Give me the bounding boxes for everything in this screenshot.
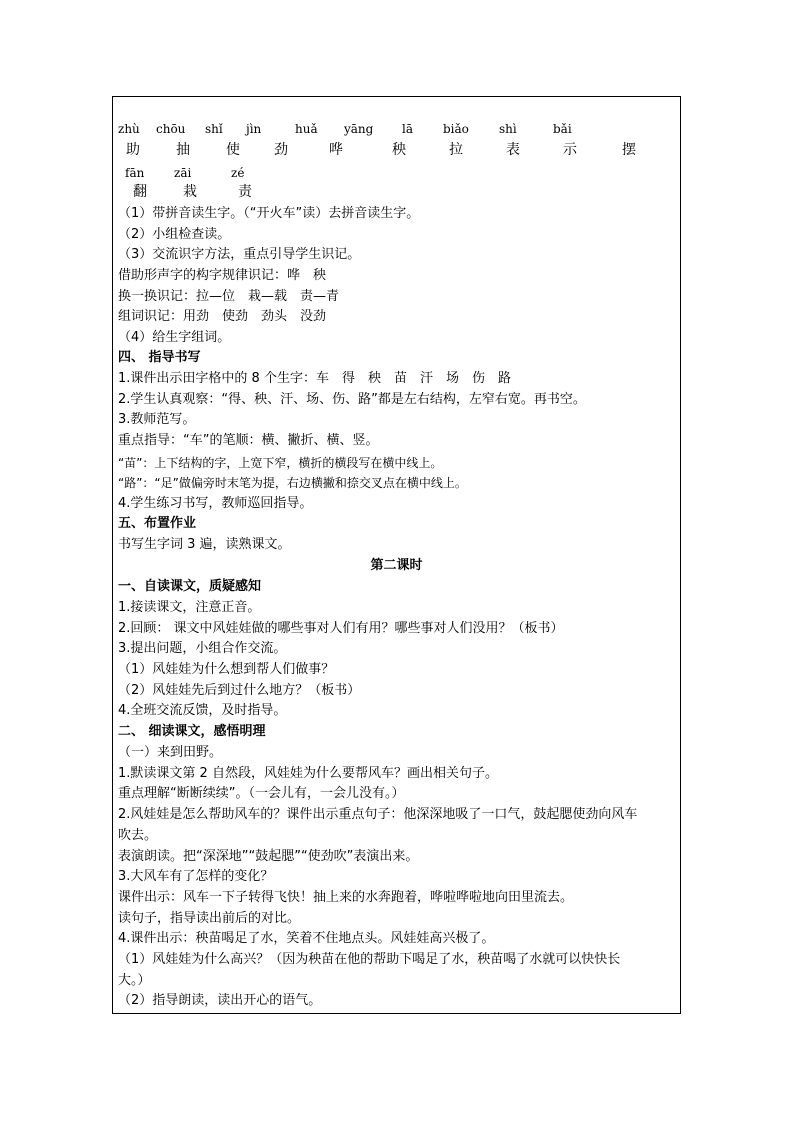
section-heading: 二、 细读课文，感悟明理 xyxy=(118,724,266,739)
pinyin: fān xyxy=(125,166,145,180)
text-line: （4）给生字组词。 xyxy=(118,330,231,345)
hanzi: 表 xyxy=(506,142,520,158)
hanzi: 翻 xyxy=(133,184,147,200)
pinyin: jìn xyxy=(246,122,262,136)
text-line: 组词识记：用劲 使劲 劲头 没劲 xyxy=(118,309,327,324)
text-line: 1.课件出示田字格中的 8 个生字：车 得 秧 苗 汗 场 伤 路 xyxy=(118,371,511,386)
text-line: （2）指导朗读，读出开心的语气。 xyxy=(118,993,322,1008)
hanzi: 秧 xyxy=(392,142,406,158)
pinyin: chōu xyxy=(156,122,186,136)
hanzi: 助 xyxy=(126,142,140,158)
hanzi: 拉 xyxy=(449,142,463,158)
text-line: 课件出示：风车一下子转得飞快！抽上来的水奔跑着，哗啦哗啦地向田里流去。 xyxy=(118,890,574,905)
text-line: 4.学生练习书写，教师巡回指导。 xyxy=(118,496,313,511)
hanzi: 栽 xyxy=(183,184,197,200)
text-line: 4.课件出示：秧苗喝足了水，笑着不住地点头。风娃娃高兴极了。 xyxy=(118,931,495,946)
text-line: 重点理解“断断续续”。（一会儿有，一会儿没有。） xyxy=(118,786,405,801)
text-line: 2.学生认真观察：“得、秧、汗、场、伤、路”都是左右结构，左窄右宽。再书空。 xyxy=(118,392,586,407)
text-line: 借助形声字的构字规律识记：哗 秧 xyxy=(118,268,327,283)
text-line: 吹去。 xyxy=(118,828,158,843)
section-heading: 一、自读课文，质疑感知 xyxy=(118,579,262,594)
section-heading: 四、 指导书写 xyxy=(118,350,201,365)
pinyin: bǎi xyxy=(553,122,572,136)
pinyin: zāi xyxy=(174,166,192,180)
text-line: 1.接读课文，注意正音。 xyxy=(118,600,261,615)
hanzi: 摆 xyxy=(622,142,636,158)
text-line: 重点指导：“车”的笔顺：横、撇折、横、竖。 xyxy=(118,433,379,448)
text-line: （2）风娃娃先后到过什么地方？（板书） xyxy=(118,683,361,698)
pinyin: huǎ xyxy=(295,122,318,136)
pinyin: zhù xyxy=(118,122,140,136)
hanzi: 劲 xyxy=(274,142,288,158)
pinyin: yāng xyxy=(344,122,374,136)
pinyin: zé xyxy=(231,166,245,180)
text-line: 2.风娃娃是怎么帮助风车的？课件出示重点句子：他深深地吸了一口气，鼓起腮使劲向风车 xyxy=(118,807,638,822)
text-line: （2）小组检查读。 xyxy=(118,227,231,242)
text-line: 大。） xyxy=(118,973,151,988)
text-line: 换一换识记：拉—位 栽—载 责—青 xyxy=(118,289,340,304)
hanzi: 责 xyxy=(238,184,252,200)
text-line: 3.提出问题，小组合作交流。 xyxy=(118,641,287,656)
text-line: （1）风娃娃为什么想到帮人们做事？ xyxy=(118,662,335,677)
lesson-title: 第二课时 xyxy=(370,558,423,573)
text-line: “路”：“足”做偏旁时末笔为提，右边横撇和捺交叉点在横中线上。 xyxy=(118,476,467,490)
text-line: 表演朗读。把“深深地”“鼓起腮”“使劲吹”表演出来。 xyxy=(118,849,419,864)
hanzi: 抽 xyxy=(176,142,190,158)
text-line: 读句子，指导读出前后的对比。 xyxy=(118,911,301,926)
text-line: 3.大风车有了怎样的变化？ xyxy=(118,869,274,884)
pinyin: shǐ xyxy=(205,122,223,136)
hanzi: 哗 xyxy=(329,142,343,158)
pinyin: lā xyxy=(402,122,413,136)
text-line: 书写生字词 3 遍，读熟课文。 xyxy=(118,537,291,552)
text-line: “苗”：上下结构的字，上宽下窄，横折的横段写在横中线上。 xyxy=(118,456,443,470)
text-line: （一）来到田野。 xyxy=(118,745,223,760)
pinyin: shì xyxy=(499,122,517,136)
section-heading: 五、布置作业 xyxy=(118,516,197,531)
text-line: （1）带拼音读生字。（“开火车”读）去拼音读生字。 xyxy=(118,206,420,221)
pinyin: biǎo xyxy=(443,122,469,136)
text-line: 4.全班交流反馈，及时指导。 xyxy=(118,703,287,718)
hanzi: 示 xyxy=(563,142,577,158)
text-line: （3）交流识字方法，重点引导学生识记。 xyxy=(118,247,361,262)
text-line: （1）风娃娃为什么高兴？（因为秧苗在他的帮助下喝足了水，秧苗喝了水就可以快快长 xyxy=(118,952,621,967)
text-line: 3.教师范写。 xyxy=(118,412,196,427)
text-line: 2.回顾： 课文中风娃娃做的哪些事对人们有用？哪些事对人们没用？（板书） xyxy=(118,621,564,636)
hanzi: 使 xyxy=(226,142,240,158)
text-line: 1.默读课文第 2 自然段，风娃娃为什么要帮风车？画出相关句子。 xyxy=(118,766,498,781)
